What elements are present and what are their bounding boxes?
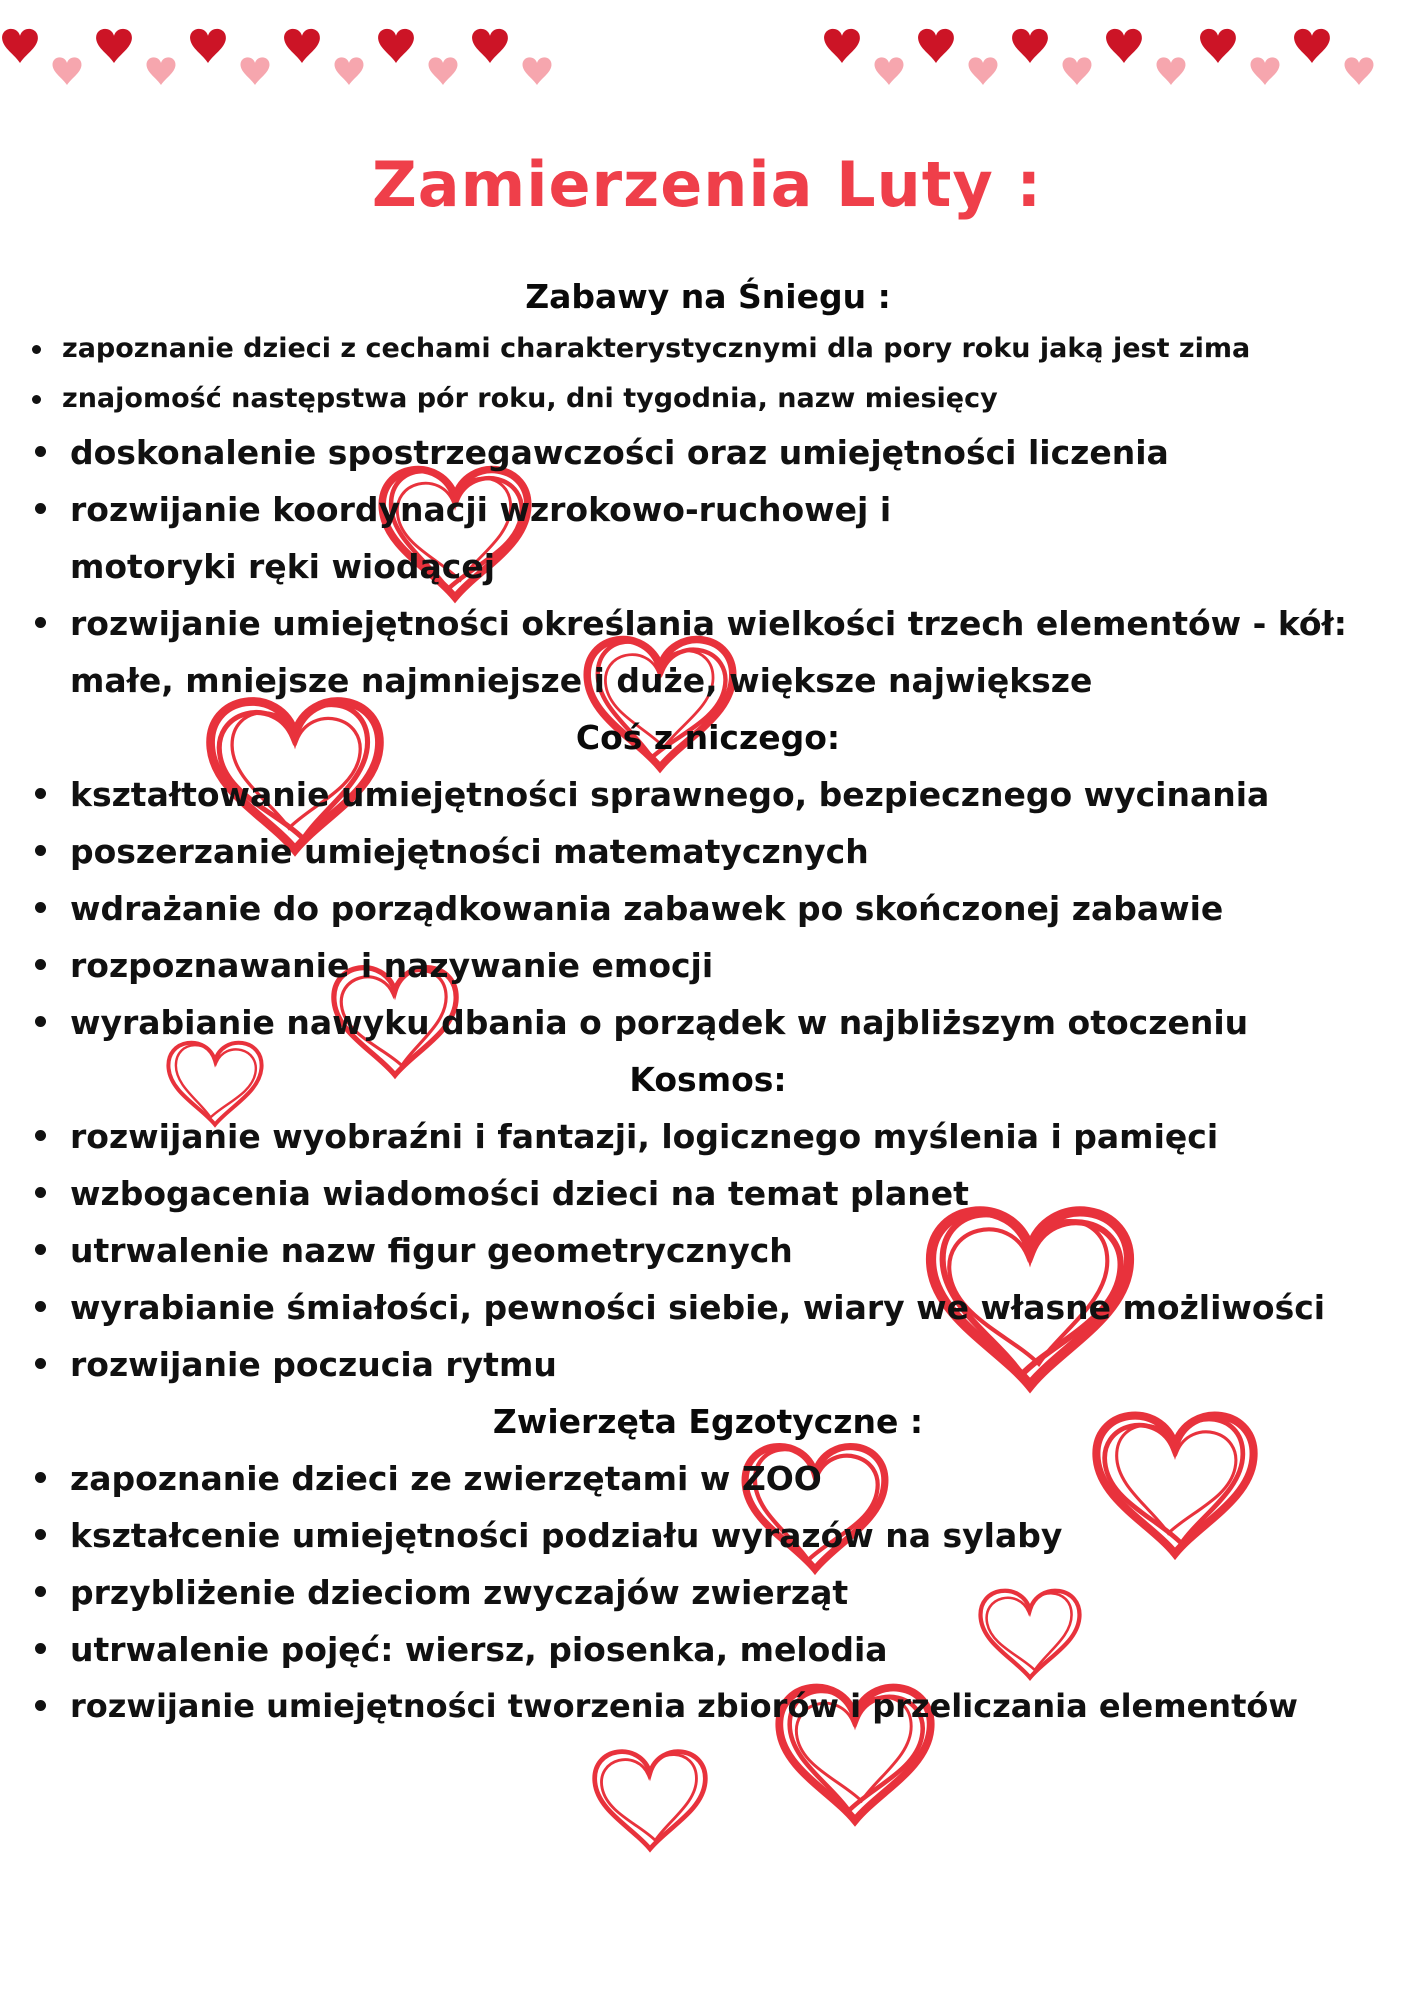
- list-item: utrwalenie pojęć: wiersz, piosenka, melodia: [28, 1621, 1408, 1678]
- section-cos-z-niczego: [28, 709, 1408, 1051]
- heart-icon: [2, 29, 38, 63]
- heart-icon: [1251, 57, 1280, 85]
- heart-icon: [1106, 29, 1142, 63]
- heart-icon: [1012, 29, 1048, 63]
- list-item: przybliżenie dzieciom zwyczajów zwierząt: [28, 1564, 1408, 1621]
- list-item: wzbogacenia wiadomości dzieci na temat planet: [28, 1165, 1408, 1222]
- heart-icon: [96, 29, 132, 63]
- list-item: rozwijanie umiejętności tworzenia zbiorów i przeliczania elementów: [28, 1678, 1408, 1735]
- section-kosmos: [28, 1051, 1408, 1393]
- heart-icon: [1345, 57, 1374, 85]
- section-heading: Coś z niczego:: [575, 718, 841, 757]
- list-item: utrwalenie nazw figur geometrycznych: [28, 1222, 1408, 1279]
- list-item: zapoznanie dzieci ze zwierzętami w ZOO: [28, 1450, 1408, 1507]
- list-item: znajomość następstwa pór roku, dni tygodnia, nazw miesięcy: [28, 374, 1408, 424]
- list-item: rozwijanie koordynacji wzrokowo-ruchowej i motoryki ręki wiodącej: [28, 481, 1408, 595]
- list-item: wdrażanie do porządkowania zabawek po skończonej zabawie: [28, 880, 1408, 937]
- heart-icon: [523, 57, 552, 85]
- section-zabawy-na-sniegu: [28, 270, 1408, 709]
- list-item: rozwijanie wyobraźni i fantazji, logicznego myślenia i pamięci: [28, 1108, 1408, 1165]
- heart-icon: [53, 57, 82, 85]
- list-item: wyrabianie nawyku dbania o porządek w najbliższym otoczeniu: [28, 994, 1408, 1051]
- heart-icon: [429, 57, 458, 85]
- heart-scribble-icon: [595, 1752, 706, 1849]
- heart-garland-left: [0, 0, 580, 110]
- section-heading: Zwierzęta Egzotyczne :: [492, 1402, 924, 1441]
- list-item: zapoznanie dzieci z cechami charakterystycznymi dla pory roku jaką jest zima: [28, 324, 1408, 374]
- section-heading: Zabawy na Śniegu :: [525, 277, 891, 316]
- bullet-list: [28, 1450, 1408, 1735]
- heart-icon: [378, 29, 414, 63]
- heart-icon: [1157, 57, 1186, 85]
- heart-icon: [472, 29, 508, 63]
- heart-garland-right: [820, 0, 1414, 110]
- heart-icon: [1200, 29, 1236, 63]
- heart-icon: [147, 57, 176, 85]
- heart-icon: [1063, 57, 1092, 85]
- heart-icon: [875, 57, 904, 85]
- heart-icon: [284, 29, 320, 63]
- heart-icon: [824, 29, 860, 63]
- section-heading: Kosmos:: [629, 1060, 787, 1099]
- heart-icon: [1294, 29, 1330, 63]
- heart-icon: [190, 29, 226, 63]
- list-item: rozwijanie umiejętności określania wielkości trzech elementów - kół: małe, mniejsze najmniejsze i duże, większe największe: [28, 595, 1408, 709]
- list-item: wyrabianie śmiałości, pewności siebie, wiary we własne możliwości: [28, 1279, 1408, 1336]
- heart-icon: [241, 57, 270, 85]
- list-item: rozpoznawanie i nazywanie emocji: [28, 937, 1408, 994]
- list-item: kształtowanie umiejętności sprawnego, bezpiecznego wycinania: [28, 766, 1408, 823]
- list-item: rozwijanie poczucia rytmu: [28, 1336, 1408, 1393]
- bullet-list: [28, 1108, 1408, 1393]
- heart-icon: [335, 57, 364, 85]
- content-area: [28, 270, 1408, 1735]
- list-item: kształcenie umiejętności podziału wyrazów na sylaby: [28, 1507, 1408, 1564]
- bullet-list: [28, 324, 1408, 709]
- section-zwierzeta-egzotyczne: [28, 1393, 1408, 1735]
- bullet-list: [28, 766, 1408, 1051]
- page-title: Zamierzenia Luty :: [371, 148, 1043, 221]
- heart-icon: [918, 29, 954, 63]
- list-item: doskonalenie spostrzegawczości oraz umiejętności liczenia: [28, 424, 1408, 481]
- list-item: poszerzanie umiejętności matematycznych: [28, 823, 1408, 880]
- heart-icon: [969, 57, 998, 85]
